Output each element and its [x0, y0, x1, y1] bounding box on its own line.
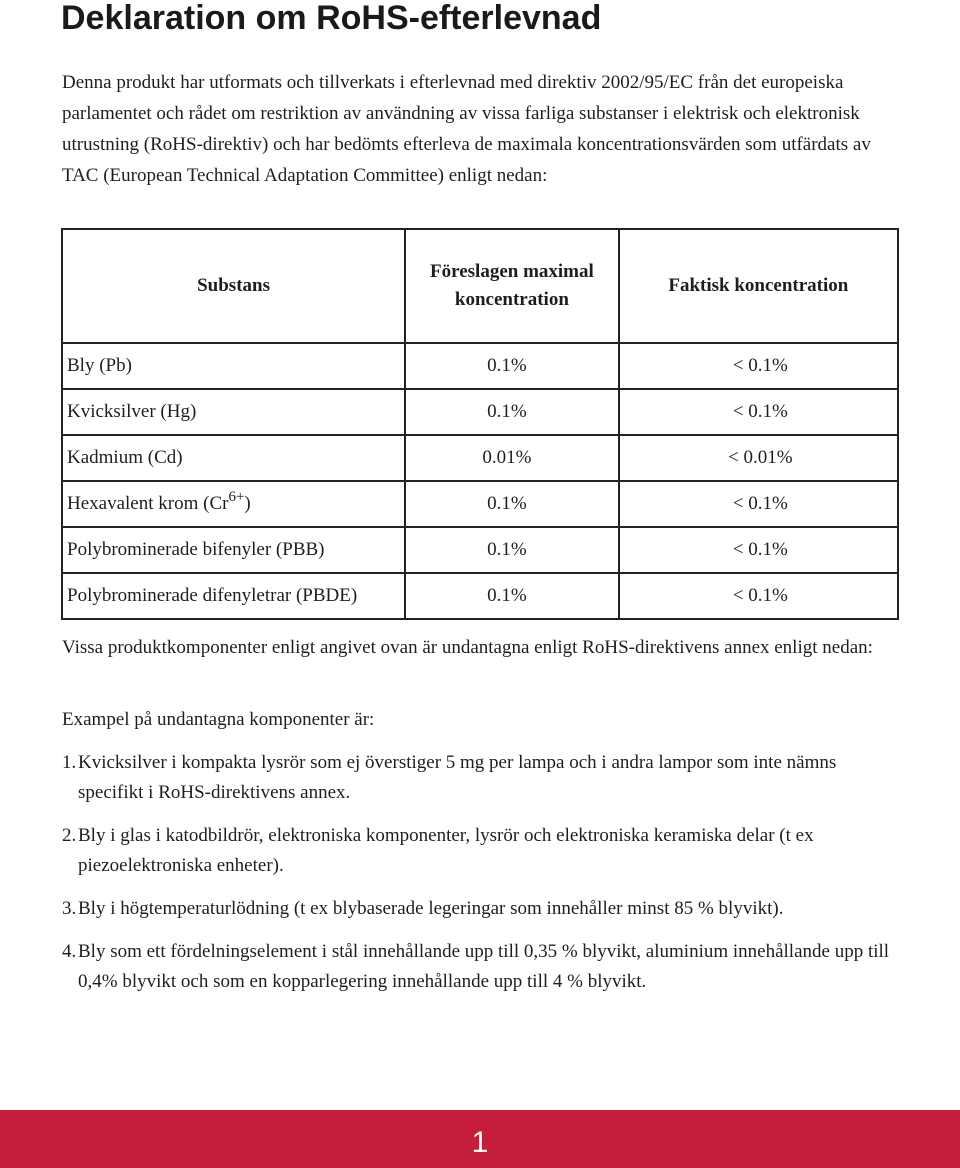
max-cell: 0.01% [405, 435, 619, 481]
exemption-note: Vissa produktkomponenter enligt angivet ovan är undantagna enligt RoHS-direktivens annex enligt nedan: [62, 637, 873, 658]
max-cell: 0.1% [405, 343, 619, 389]
table-row [62, 527, 898, 573]
max-cell: 0.1% [405, 389, 619, 435]
substance-cell: Hexavalent krom $(Cr^{6+})$ [62, 481, 405, 527]
list-item-text: Kvicksilver i kompakta lysrör som ej överstiger 5 mg per lampa och i andra lampor som inte nämns specifikt i RoHS-direktivens annex. [78, 752, 837, 803]
list-item-number: 1. [62, 752, 77, 773]
header-actual-concentration: Faktisk koncentration [619, 229, 898, 343]
table-row [62, 435, 898, 481]
superscript-charge: 6+ [228, 489, 245, 505]
actual-cell: < 0.1% [619, 527, 898, 573]
list-item [62, 821, 897, 881]
rohs-concentration-table [61, 228, 899, 620]
table-row [62, 343, 898, 389]
page-number: 1 [471, 1126, 489, 1159]
max-cell: 0.1% [405, 527, 619, 573]
actual-cell: < 0.01% [619, 435, 898, 481]
table-row [62, 573, 898, 619]
max-cell: 0.1% [405, 573, 619, 619]
header-substance: Substans [62, 229, 405, 343]
header-max-concentration: Föreslagen maximal koncentration [405, 229, 619, 343]
max-cell: 0.1% [405, 481, 619, 527]
list-item-text: Bly som ett fördelningselement i stål innehållande upp till 0,35 % blyvikt, aluminium innehållande upp till 0,4% blyvikt och som en kopparlegering innehållande upp till 4 % blyvikt. [78, 941, 890, 992]
table-row [62, 481, 898, 527]
exemption-list [62, 748, 897, 1010]
substance-cell: Kadmium (Cd) [62, 435, 405, 481]
substance-cell: Bly (Pb) [62, 343, 405, 389]
actual-cell: < 0.1% [619, 343, 898, 389]
substance-cell: Polybrominerade bifenyler (PBB) [62, 527, 405, 573]
list-item-number: 2. [62, 825, 77, 846]
list-item-number: 4. [62, 941, 77, 962]
list-item [62, 748, 897, 808]
table-header-row [62, 229, 898, 343]
examples-heading: Exampel på undantagna komponenter är: [62, 709, 375, 730]
list-item-number: 3. [62, 898, 77, 919]
list-item-text: Bly i högtemperaturlödning (t ex blybaserade legeringar som innehåller minst 85 % blyvikt). [78, 898, 784, 919]
list-item-text: Bly i glas i katodbildrör, elektroniska komponenter, lysrör och elektroniska keramiska delar (t ex piezoelektroniska enheter). [78, 825, 814, 876]
substance-cell: Polybrominerade difenyletrar (PBDE) [62, 573, 405, 619]
actual-cell: < 0.1% [619, 573, 898, 619]
list-item [62, 937, 897, 997]
intro-paragraph: Denna produkt har utformats och tillverkats i efterlevnad med direktiv 2002/95/EC från det europeiska parlamentet och rådet om restriktion av användning av vissa farliga substanser i elektrisk och elektronisk utrustning (RoHS-direktiv) och har bedömts efterleva de maximala koncentrationsvärden som utfärdats av TAC (European Technical Adaptation Committee) enligt nedan: [62, 72, 871, 186]
list-item [62, 894, 897, 924]
page-title: Deklaration om RoHS-efterlevnad [61, 0, 602, 37]
table-row [62, 389, 898, 435]
actual-cell: < 0.1% [619, 389, 898, 435]
substance-cell: Kvicksilver (Hg) [62, 389, 405, 435]
actual-cell: < 0.1% [619, 481, 898, 527]
